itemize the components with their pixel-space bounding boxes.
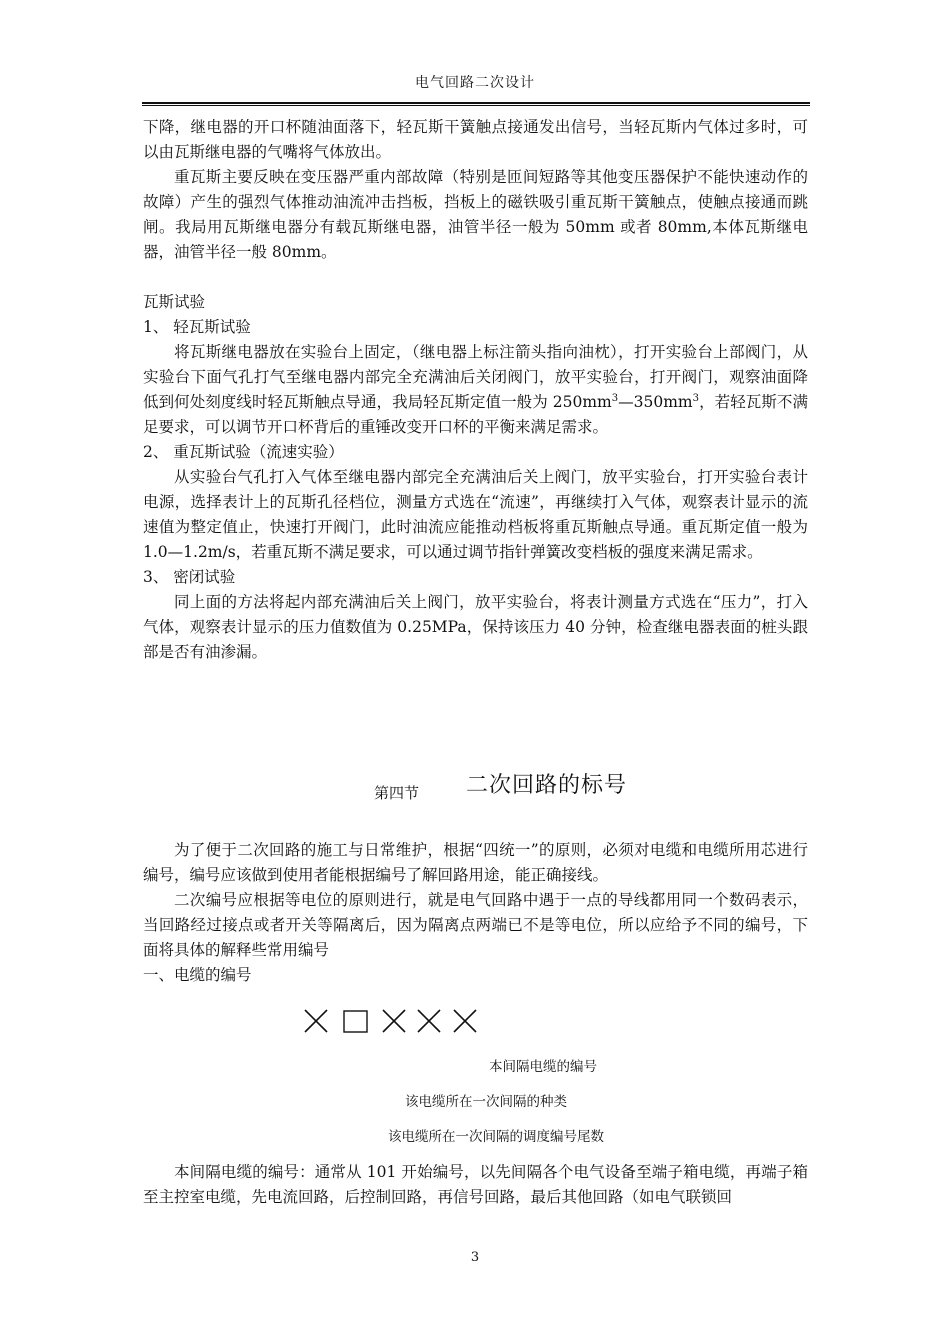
cable-code-diagram (302, 1006, 482, 1036)
section-number: 第四节 (374, 784, 420, 802)
paragraph: 本间隔电缆的编号：通常从 101 开始编号，以先间隔各个电气设备至端子箱电缆，再端子箱至主控室电缆，先电流回路，后控制回路，再信号回路，最后其他回路（如电气联锁回 (143, 1163, 808, 1206)
square-icon (344, 1011, 367, 1032)
test-2-text: 从实验台气孔打入气体至继电器内部完全充满油后关上阀门，放平实验台，打开实验台表计电源，选择表计上的瓦斯孔径档位，测量方式选在“流速”，再继续打入气体，观察表计显示的流速值为整定值止，快速打开阀门，此时油流应能推动档板将重瓦斯触点导通。重瓦斯定值一般为 1.0—1.2m/s，若重瓦斯不满足要求，可以通过调节指针弹簧改变档板的强度来满足需求。 (143, 468, 808, 561)
superscript: 3 (611, 392, 619, 404)
test-heading: 瓦斯试验 (143, 293, 206, 311)
cross-icon (418, 1010, 440, 1032)
diagram-caption: 该电缆所在一次间隔的种类 (405, 1094, 567, 1110)
paragraph: 为了便于二次回路的施工与日常维护，根据“四统一”的原则，必须对电缆和电缆所用芯进行编号，编号应该做到使用者能根据编号了解回路用途，能正确接线。 (143, 841, 808, 884)
test-3-heading: 3、 密闭试验 (143, 568, 236, 586)
paragraph: 下降，继电器的开口杯随油面落下，轻瓦斯干簧触点接通发出信号，当轻瓦斯内气体过多时，可以由瓦斯继电器的气嘴将气体放出。 (143, 118, 808, 161)
header-divider (142, 102, 810, 106)
paragraph: 二次编号应根据等电位的原则进行，就是电气回路中遇于一点的导线都用同一个数码表示，当回路经过接点或者开关等隔离后，因为隔离点两端已不是等电位，所以应给予不同的编号，下面将具体的解释些常用编号 (143, 891, 808, 959)
paragraph: 重瓦斯主要反映在变压器严重内部故障（特别是匝间短路等其他变压器保护不能快速动作的故障）产生的强烈气体推动油流冲击挡板，挡板上的磁铁吸引重瓦斯干簧触点，使触点接通而跳闸。我局用瓦斯继电器分有载瓦斯继电器，油管半径一般为 50mm 或者 80mm,本体瓦斯继电器，油管半径一般 80mm。 (143, 168, 808, 261)
cross-icon (454, 1010, 476, 1032)
test-1-text-b: —350mm (618, 393, 693, 411)
test-1-heading: 1、 轻瓦斯试验 (143, 318, 251, 336)
cross-icon (383, 1010, 405, 1032)
page-header-title: 电气回路二次设计 (415, 75, 535, 91)
cross-icon (305, 1010, 327, 1032)
test-1-text-a: 将瓦斯继电器放在实验台上固定，（继电器上标注箭头指向油枕），打开实验台上部阀门，从实验台下面气孔打气至继电器内部完全充满油后关闭阀门，放平实验台，打开阀门，观察油面降低到何处刻度线时轻瓦斯触点导通，我局轻瓦斯定值一般为 250mm (143, 343, 808, 411)
test-3-text: 同上面的方法将起内部充满油后关上阀门，放平实验台，将表计测量方式选在“压力”，打入气体，观察表计显示的压力值数值为 0.25MPa，保持该压力 40 分钟，检查继电器表面的桩头跟部是否有油渗漏。 (143, 593, 808, 661)
test-1-text-c: ，若轻瓦斯不满足要求，可以调节开口杯背后的重锤改变开口杯的平衡来满足需求。 (143, 393, 808, 436)
sub-heading: 一、电缆的编号 (143, 966, 252, 984)
diagram-caption: 本间隔电缆的编号 (489, 1059, 597, 1075)
section-b-body (143, 838, 808, 988)
test-1-text (143, 340, 808, 440)
test-2-heading: 2、 重瓦斯试验（流速实验） (143, 443, 344, 461)
cable-code-symbols (302, 1006, 482, 1036)
section-c-body (143, 1160, 808, 1210)
superscript: 3 (692, 392, 699, 404)
spacer (143, 265, 808, 290)
section-a-body (143, 115, 808, 665)
section-name: 二次回路的标号 (466, 773, 628, 798)
diagram-caption: 该电缆所在一次间隔的调度编号尾数 (388, 1129, 604, 1145)
page-number: 3 (470, 1250, 480, 1265)
